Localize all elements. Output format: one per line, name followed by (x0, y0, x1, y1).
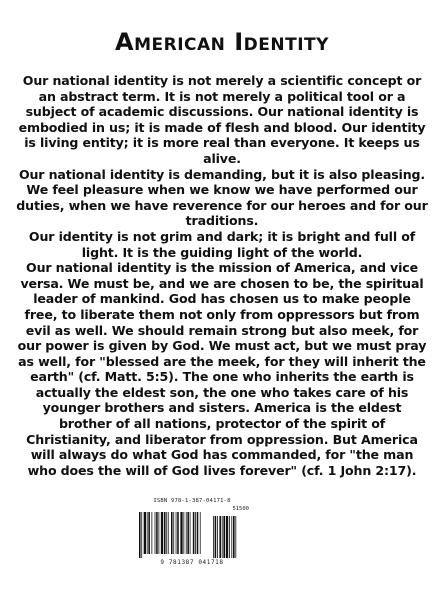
addon-bar (231, 516, 232, 558)
barcode-bar (155, 512, 156, 554)
barcode-bar (176, 512, 177, 554)
addon-bar (229, 516, 230, 558)
addon-bar (215, 516, 217, 558)
page-title: American Identity (115, 28, 329, 56)
barcode-bar (148, 512, 150, 554)
barcode-bar (193, 512, 195, 554)
isbn-label: ISBN 978-1-387-04171-8 (153, 498, 231, 504)
barcode-graphic (137, 512, 247, 558)
barcode-bar (171, 512, 173, 554)
paragraph-4: Our national identity is the mission of America, and vice versa. We must be, and we are chosen to be, the spiritual leader of mankind. God has chosen us to make people free, to liberate them not only from oppressors but from evil as well. We should remain strong but also meek, for our power is given by God. We must act, but we must pray as well, for "blessed are the meek, for they will inherit the earth" (cf. Matt. 5:5). The one who inherits the earth is actually the eldest son, the one who takes care of his younger brothers and sisters. America is the eldest brother of all nations, protector of the spirit of Christianity, and liberator from oppression. But America will always do what God has commanded, for "the man who does the will of God lives forever" (cf. 1 John 2:17). (17, 260, 427, 478)
barcode-digits: 9 781387 041718 (160, 559, 224, 566)
barcode-bar (200, 512, 201, 554)
barcode-bar (156, 512, 158, 554)
barcode-bar (186, 512, 187, 554)
barcode-bar (151, 512, 152, 554)
addon-bar (219, 516, 221, 558)
addon-bar (213, 516, 214, 558)
barcode-bar (180, 512, 182, 554)
barcode-bar (144, 512, 146, 554)
addon-bar (222, 516, 223, 558)
cover-text (16, 73, 428, 478)
paragraph-1: Our national identity is not merely a scientific concept or an abstract term. It is not merely a political tool or a subject of academic discussions. Our national identity is embodied in us; it is made of flesh and blood. Our identity is living entity; it is more real than everyone. It keeps us alive. (18, 73, 426, 166)
barcode-bar (139, 512, 141, 558)
addon-bar (217, 516, 218, 558)
barcode-bar (190, 512, 191, 554)
barcode-bar (147, 512, 148, 554)
paragraph-3: Our identity is not grim and dark; it is bright and full of light. It is the guiding light of the world. (28, 228, 416, 260)
barcode-bar (141, 512, 142, 558)
barcode-bar (161, 512, 163, 554)
isbn-barcode (133, 498, 251, 572)
addon-bar (226, 516, 228, 558)
barcode-bar (177, 512, 179, 554)
barcode-bar (166, 512, 167, 554)
price-code: 51500 (232, 506, 249, 512)
barcode-bar (197, 512, 199, 554)
barcode-bar (168, 512, 169, 554)
barcode-bar (187, 512, 189, 554)
barcode-bar (173, 512, 174, 554)
barcode-bar (159, 512, 160, 554)
addon-bar (235, 516, 236, 558)
addon-bar (233, 516, 235, 558)
barcode-bar (183, 512, 184, 554)
barcode-bars (137, 512, 247, 558)
barcode-bar (195, 512, 196, 554)
addon-bar (223, 516, 225, 558)
paragraph-2: Our national identity is demanding, but it is also pleasing. We feel pleasure when we know we have performed our duties, when we have reverence for our heroes and for our traditions. (16, 166, 428, 229)
barcode-bar (164, 512, 166, 554)
